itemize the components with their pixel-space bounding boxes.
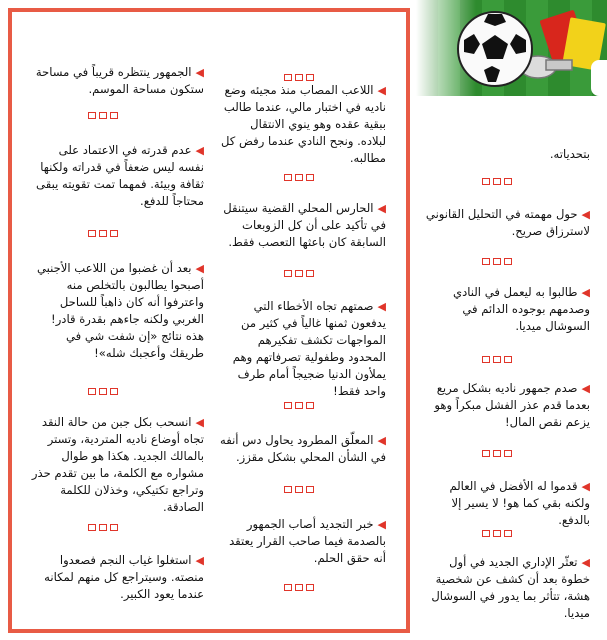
bullet-icon: ◀: [195, 144, 204, 157]
separator: [88, 222, 124, 232]
bullet-icon: ◀: [581, 286, 590, 299]
note-mid-5: ◀خبر التجديد أصاب الجمهور بالصدمة فيما صاحب القرار يعتقد أنه حقق الحلم.: [229, 517, 386, 565]
note-left-3: ◀بعد أن غضبوا من اللاعب الأجنبي أصبحوا يطالبون بالتخلص منه واعترفوا أنه كان ذاهباً للساحل الغربي ولكنه جاءهم بقدرة قادر! هذه نتائج «إن شفت شي في طريقك وأعجبك شله»!: [36, 261, 204, 360]
separator: [284, 66, 320, 76]
note-left-5: ◀استغلوا غياب النجم فصعدوا منصته. وسيتراجع كل منهم لمكانه عندما يعود الكبير.: [44, 553, 204, 601]
note-mid-2: ◀الحارس المحلي القضية سيتنقل في تأكيد على أن كل الزوبعات السابقة كان باعثها التعصب فقط.: [223, 201, 386, 249]
note-mid-4: ◀المعلّق المطرود يحاول دس أنفه في الشأن المحلي بشكل مقزز.: [219, 433, 386, 464]
separator: [284, 394, 320, 404]
bullet-icon: ◀: [377, 518, 386, 531]
note-right-3: ◀طالبوا به ليعمل في النادي وصدمهم بوجوده الدائم في السوشال ميديا.: [453, 285, 590, 333]
separator: [482, 522, 518, 532]
note-left-1: ◀الجمهور ينتظره قريباً في مساحة ستكون مساحة الموسم.: [35, 65, 204, 96]
separator: [482, 442, 518, 452]
bullet-icon: ◀: [195, 262, 204, 275]
bullet-icon: ◀: [377, 202, 386, 215]
separator: [482, 348, 518, 358]
separator: [88, 104, 124, 114]
bullet-icon: ◀: [581, 556, 590, 569]
note-mid-1: ◀اللاعب المصاب منذ مجيئه وضع ناديه في اختبار مالي، عندما طالب ببقية عقده وهو ينوي الانتقال لبلاده. ونجح النادي عندما رفض كل مطالبه.: [220, 83, 386, 165]
note-right-4: ◀صدم جمهور ناديه بشكل مريع بعدما قدم عذر الفشل مبكراً وهو يزعم نقص المال!: [434, 381, 590, 429]
separator: [284, 262, 320, 272]
bullet-icon: ◀: [195, 554, 204, 567]
note-right-5: ◀قدموا له الأفضل في العالم ولكنه بقي كما هو! لا يسير إلا بالدفع.: [449, 479, 590, 527]
bullet-icon: ◀: [581, 480, 590, 493]
bullet-icon: ◀: [377, 300, 386, 313]
bullet-icon: ◀: [377, 434, 386, 447]
separator: [482, 250, 518, 260]
banner-tab: [591, 60, 607, 96]
note-mid-3: ◀صمتهم تجاه الأخطاء التي يدفعون ثمنها غالياً في كثير من المواجهات تكشف تفكيرهم المحدود وطفولية تصرفاتهم وهم يملأون الدنيا ضجيجاً أمام طرف واحد فقط!: [232, 299, 386, 398]
separator: [88, 516, 124, 526]
note-left-4: ◀انسحب بكل جبن من حالة النقد تجاه أوضاع ناديه المتردية، وتستر بالمالك الجديد. هكذا هو طوال مشواره مع الكلمة، ما بين تقدم حذر وتراجع تكتيكي، وخذلان للكلمة الصادقة.: [31, 415, 204, 514]
note-right-1: بتحدياته.: [549, 147, 590, 161]
separator: [88, 380, 124, 390]
separator: [284, 576, 320, 586]
soccer-ball-icon: [456, 10, 534, 88]
bullet-icon: ◀: [195, 416, 204, 429]
bullet-icon: ◀: [195, 66, 204, 79]
separator: [284, 478, 320, 488]
sports-banner: [416, 0, 607, 96]
bullet-icon: ◀: [581, 382, 590, 395]
note-left-2: ◀عدم قدرته في الاعتماد على نفسه ليس ضعفاً في قدراته ولكنها ثقافة وبيئة. فمهما تمت تقويته يبقى محتاجاً للدفع.: [36, 143, 204, 208]
note-right-6: ◀تعثّر الإداري الجديد في أول خطوة بعد أن كشف عن شخصية هشة، تتأثر بما يدور في السوشال ميديا.: [431, 555, 590, 620]
separator: [284, 166, 320, 176]
bullet-icon: ◀: [581, 208, 590, 221]
separator: [482, 170, 518, 180]
note-right-2: ◀حول مهمته في التحليل القانوني لاسترزاق صريح.: [425, 207, 590, 238]
bullet-icon: ◀: [377, 84, 386, 97]
